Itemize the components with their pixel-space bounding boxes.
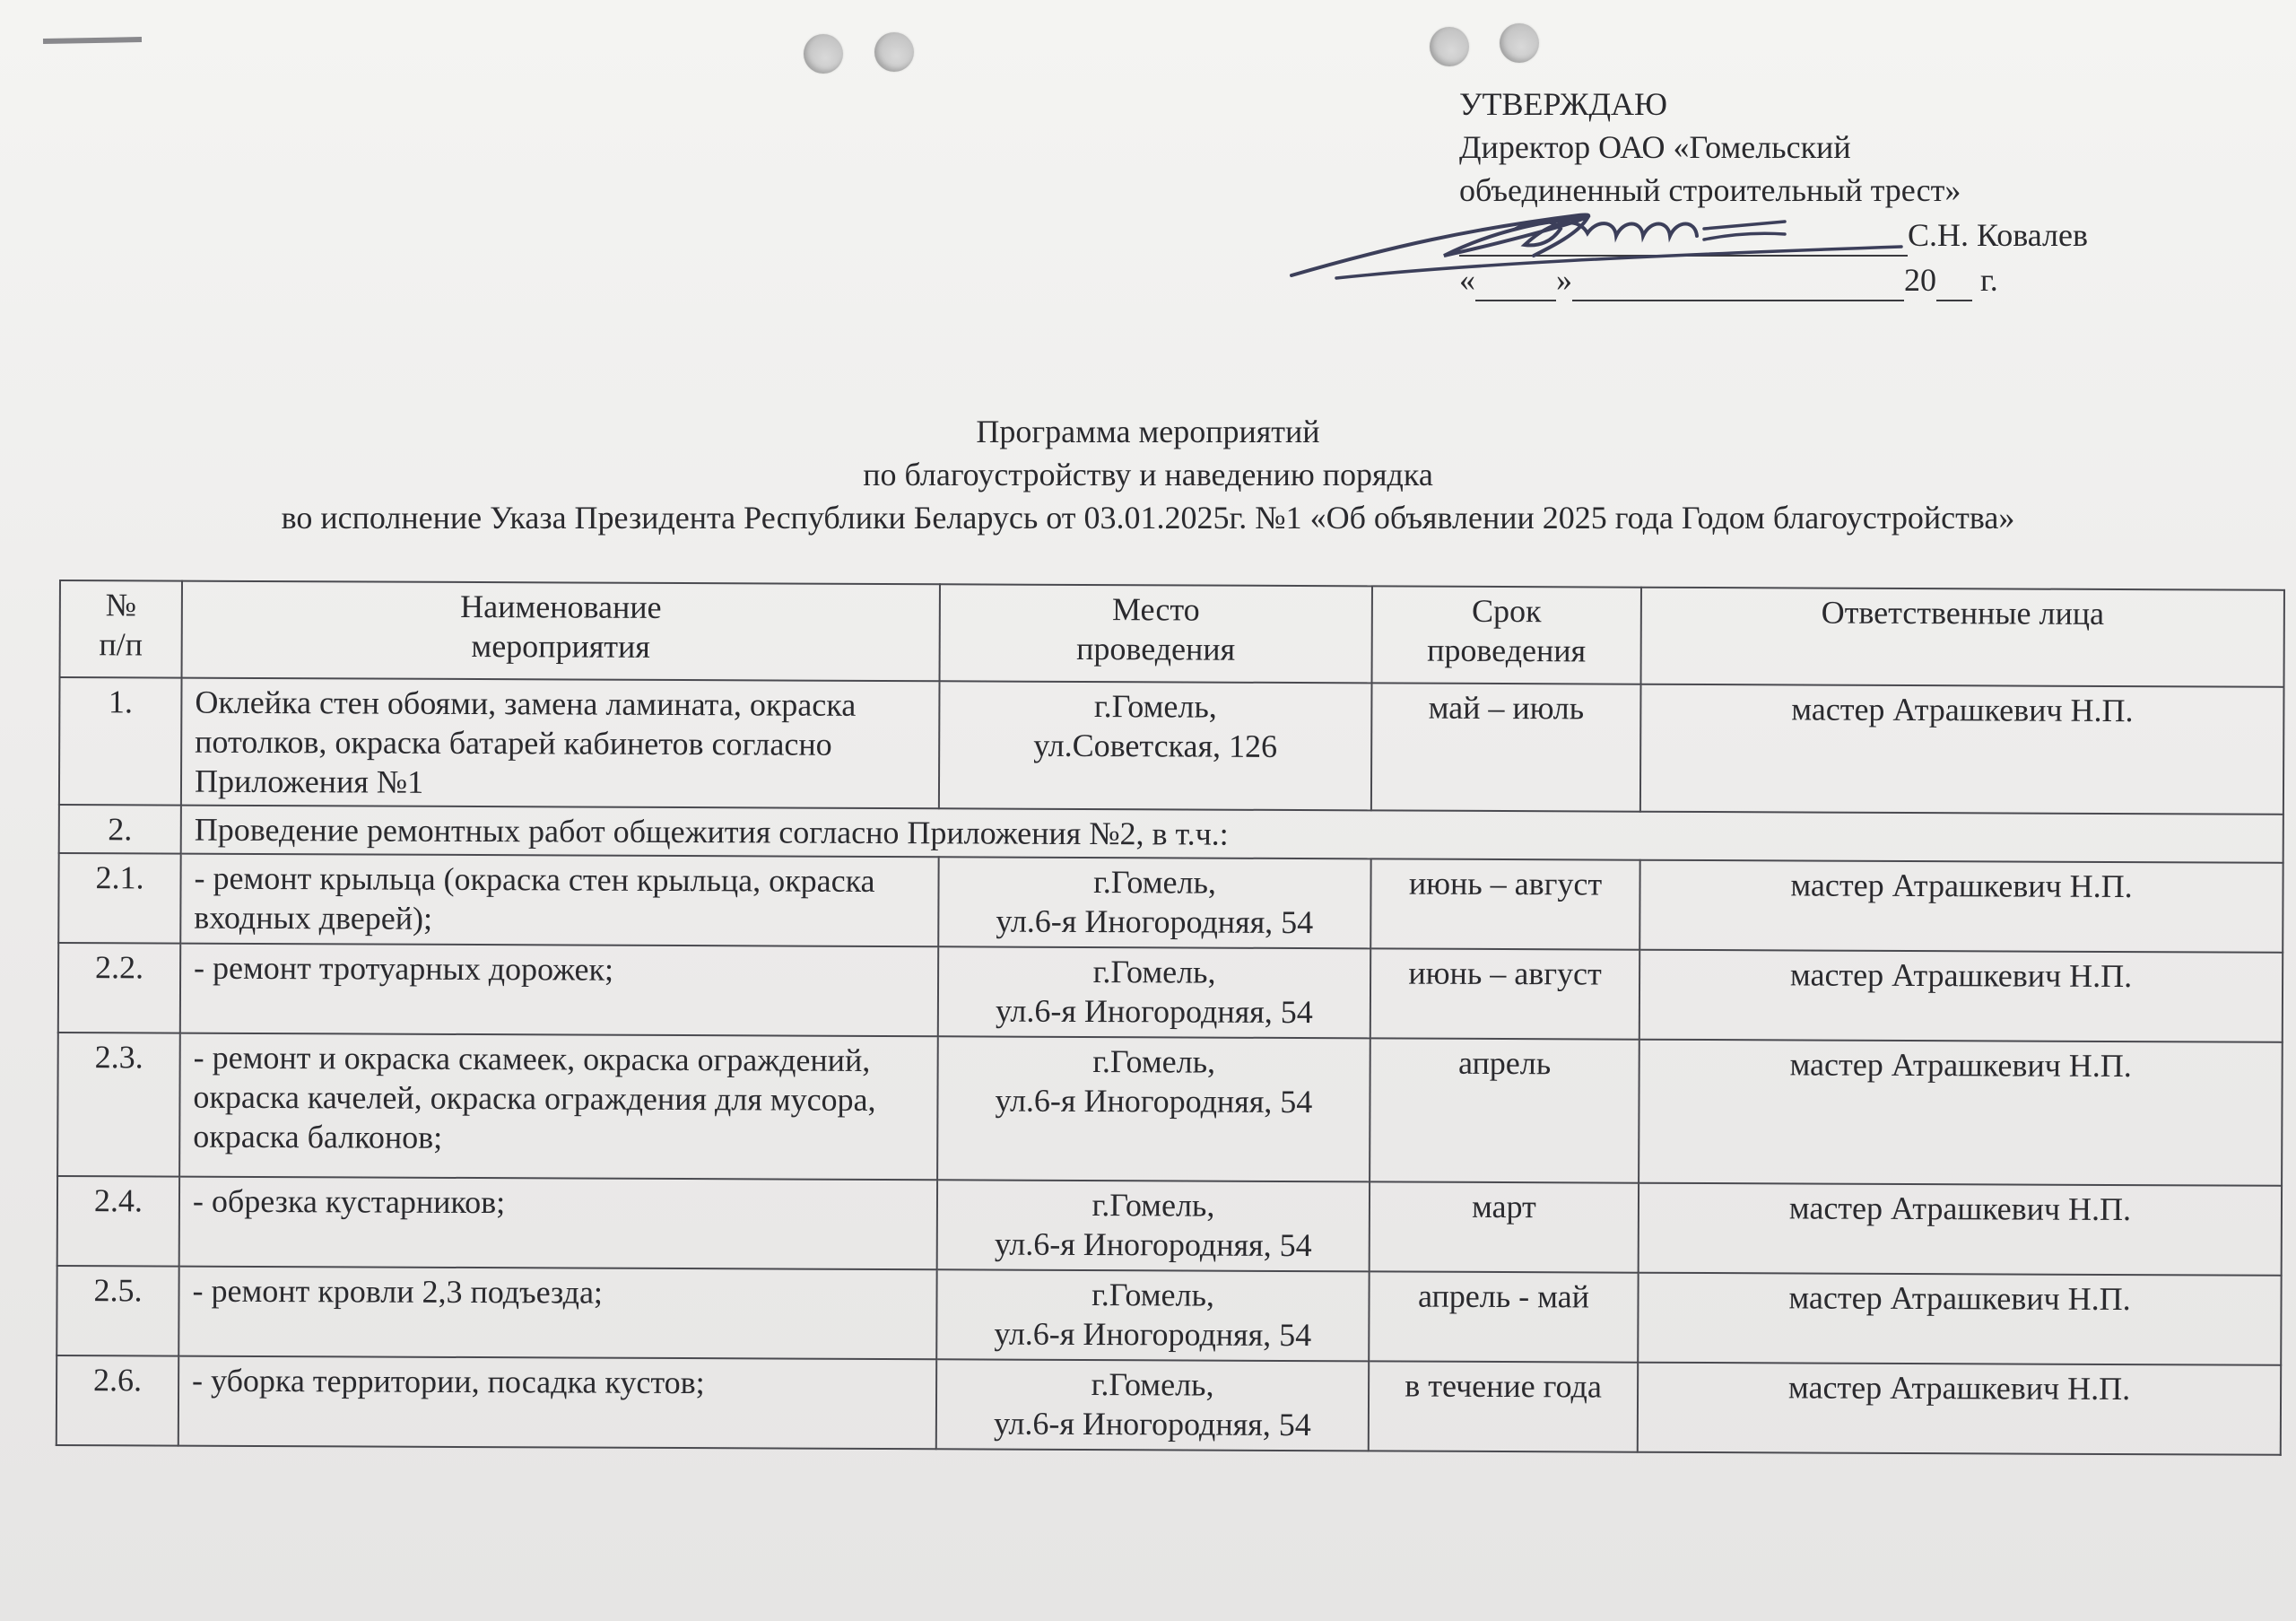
header-num-line2: п/п	[99, 626, 144, 663]
header-place	[940, 584, 1372, 683]
punch-hole	[1500, 23, 1539, 63]
row-resp: мастер Атрашкевич Н.П.	[1638, 1363, 2281, 1455]
punch-hole	[804, 34, 843, 74]
header-num	[60, 580, 182, 678]
row-num: 2.1.	[58, 853, 180, 944]
program-title-line1: Программа мероприятий	[976, 414, 1320, 449]
table-row	[57, 1266, 2281, 1365]
row-place	[937, 1036, 1370, 1181]
row-num: 2.4.	[57, 1176, 179, 1267]
row-name: Проведение ремонтных работ общежития согласно Приложения №2, в т.ч.:	[181, 806, 2283, 863]
row-place-city: г.Гомель,	[1093, 864, 1217, 901]
row-place	[936, 1269, 1369, 1361]
table-row	[57, 1355, 2281, 1455]
row-name: - обрезка кустарников;	[179, 1177, 937, 1270]
header-resp: Ответственные лица	[1641, 588, 2284, 687]
row-name: Оклейка стен обоями, замена ламината, окраска потолков, окраска батарей кабинетов согласно Приложения №1	[181, 678, 940, 809]
row-resp: мастер Атрашкевич Н.П.	[1639, 1183, 2282, 1276]
row-place-street: ул.6-я Иногородняя, 54	[995, 1082, 1313, 1120]
row-term: в течение года	[1369, 1361, 1638, 1451]
row-place-city: г.Гомель,	[1092, 954, 1216, 990]
corner-pen-mark	[43, 37, 142, 44]
row-name: - ремонт и окраска скамеек, окраска ограждений, окраска качелей, окраска ограждения для мусора, окраска балконов;	[179, 1033, 938, 1181]
table-row	[58, 943, 2283, 1042]
row-place-city: г.Гомель,	[1091, 1187, 1215, 1224]
header-place-line1: Место	[1111, 591, 1200, 628]
row-name: - ремонт крыльца (окраска стен крыльца, окраска входных дверей);	[180, 854, 938, 947]
row-place-street: ул.6-я Иногородняя, 54	[995, 992, 1313, 1031]
row-num: 2.5.	[57, 1266, 178, 1356]
row-place	[937, 1180, 1370, 1271]
row-num: 2.	[59, 805, 181, 854]
date-close-quote: »	[1556, 262, 1572, 298]
row-resp: мастер Атрашкевич Н.П.	[1639, 1040, 2283, 1186]
row-name: - уборка территории, посадка кустов;	[178, 1356, 936, 1450]
punch-hole	[1430, 27, 1469, 66]
header-name-line1: Наименование	[460, 588, 662, 625]
date-year-suffix: г.	[1972, 262, 1998, 298]
row-num: 2.2.	[58, 943, 180, 1033]
row-place	[939, 681, 1372, 810]
approval-signatory: С.Н. Ковалев	[1908, 217, 2088, 253]
row-term: июнь – август	[1370, 858, 1639, 949]
date-open-quote: «	[1459, 262, 1475, 298]
table-header-row	[60, 580, 2284, 687]
row-place	[936, 1359, 1369, 1451]
table-row	[57, 1176, 2282, 1276]
header-num-line1: №	[105, 587, 137, 623]
header-name-line2: мероприятия	[471, 628, 650, 665]
date-year-prefix: 20	[1904, 262, 1936, 298]
row-place-city: г.Гомель,	[1091, 1366, 1214, 1403]
date-year-blank	[1936, 257, 1972, 301]
handwritten-signature	[1283, 193, 1910, 301]
header-name	[182, 581, 940, 682]
row-place-city: г.Гомель,	[1091, 1277, 1215, 1313]
row-num: 2.3.	[57, 1033, 180, 1177]
program-table	[56, 580, 2285, 1456]
program-title	[0, 410, 2296, 539]
program-title-line2: по благоустройству и наведению порядка	[863, 457, 1433, 492]
row-place-street: ул.6-я Иногородняя, 54	[993, 1405, 1311, 1443]
row-place-street: ул.6-я Иногородняя, 54	[996, 902, 1314, 941]
approval-title: УТВЕРЖДАЮ	[1459, 86, 1668, 122]
row-resp: мастер Атрашкевич Н.П.	[1639, 950, 2283, 1042]
row-place-city: г.Гомель,	[1092, 1043, 1216, 1080]
row-name: - ремонт кровли 2,3 подъезда;	[178, 1267, 936, 1360]
header-term	[1372, 586, 1641, 684]
row-resp: мастер Атрашкевич Н.П.	[1639, 860, 2283, 953]
row-term: апрель	[1370, 1038, 1639, 1182]
row-place-city: г.Гомель,	[1093, 688, 1217, 725]
row-term: март	[1370, 1181, 1639, 1272]
program-title-line3: во исполнение Указа Президента Республики Беларусь от 03.01.2025г. №1 «Об объявлении 2025 года Годом благоустройства»	[281, 500, 2015, 536]
approval-position-line1: Директор ОАО «Гомельский	[1459, 129, 1851, 165]
row-num: 1.	[59, 677, 182, 806]
header-term-line1: Срок	[1472, 592, 1542, 630]
approval-position-line2: объединенный строительный трест»	[1459, 172, 1961, 208]
table-row	[58, 853, 2283, 953]
table-row	[59, 677, 2284, 815]
row-name: - ремонт тротуарных дорожек;	[180, 944, 938, 1037]
header-term-line2: проведения	[1427, 632, 1587, 669]
row-resp: мастер Атрашкевич Н.П.	[1640, 684, 2284, 815]
row-place-street: ул.6-я Иногородняя, 54	[994, 1225, 1312, 1264]
punch-hole	[874, 32, 914, 72]
row-term: май – июль	[1371, 683, 1641, 811]
row-term: апрель - май	[1369, 1271, 1638, 1362]
header-place-line2: проведения	[1076, 630, 1236, 667]
row-num: 2.6.	[57, 1355, 178, 1446]
table-row	[57, 1033, 2283, 1186]
row-place-street: ул.Советская, 126	[1033, 727, 1278, 764]
row-term: июнь – август	[1370, 948, 1639, 1039]
row-place	[938, 857, 1370, 948]
row-place-street: ул.6-я Иногородняя, 54	[994, 1315, 1312, 1354]
row-resp: мастер Атрашкевич Н.П.	[1638, 1273, 2281, 1365]
row-place	[938, 946, 1370, 1038]
